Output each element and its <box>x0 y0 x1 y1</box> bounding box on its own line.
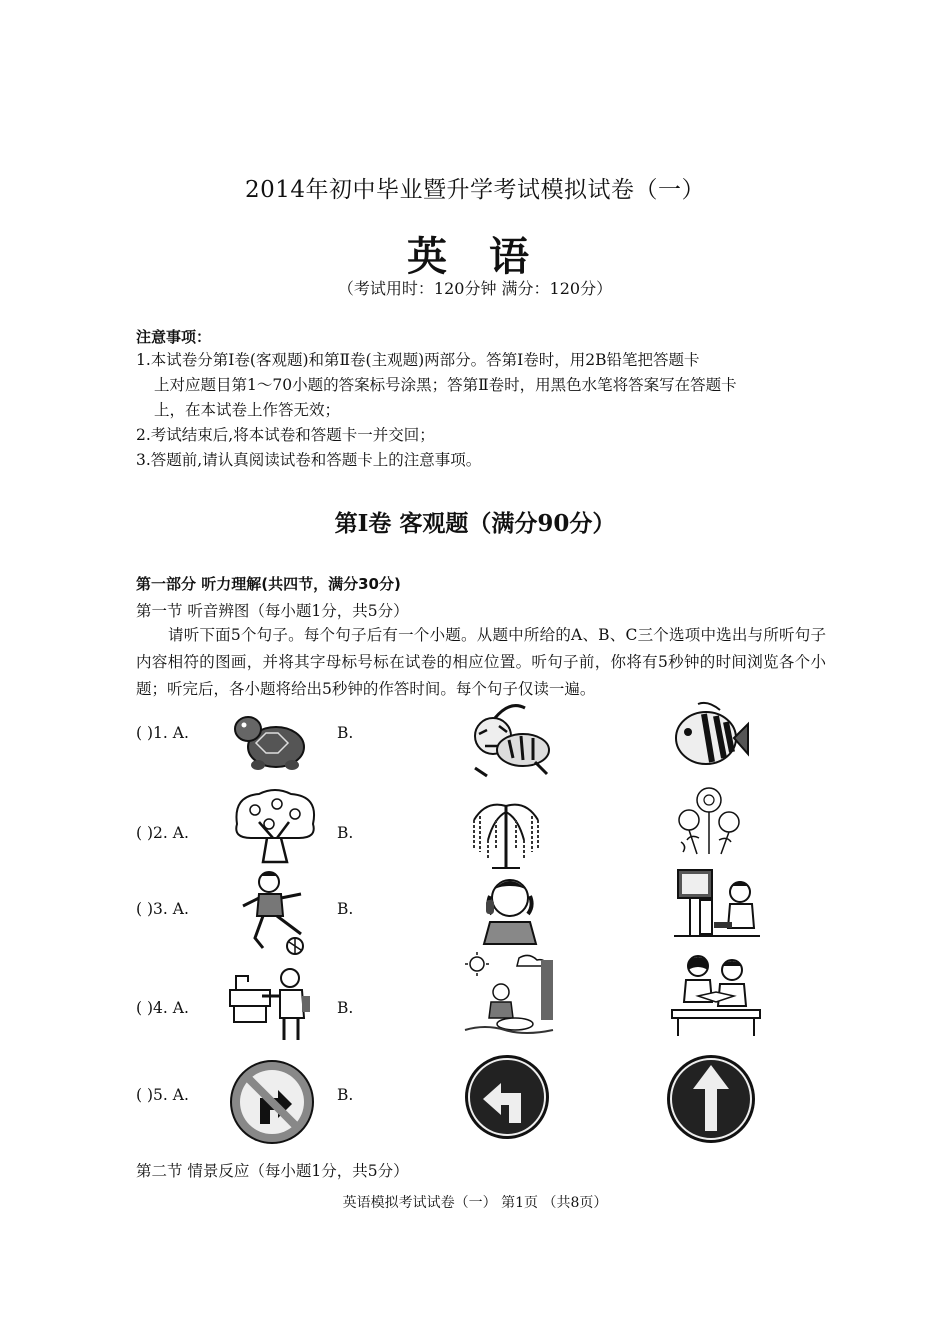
fish-icon <box>668 700 750 776</box>
notice-item-1 <box>136 348 826 423</box>
page-footer: 英语模拟考试试卷（一） 第1页 （共8页） <box>342 1195 608 1211</box>
section1-title: 第一节 听音辨图（每小题1分，共5分） <box>136 602 409 620</box>
question-number: 4. A. <box>153 999 189 1017</box>
go-straight-sign-icon <box>665 1053 757 1145</box>
boy-washing-hands-icon <box>226 966 318 1048</box>
willow-tree-icon <box>466 790 546 870</box>
tiger-icon <box>465 698 555 780</box>
answer-paren[interactable]: ( ) <box>136 1086 154 1104</box>
exam-info: （考试用时：120分钟 满分：120分） <box>337 279 613 298</box>
students-reading-icon <box>668 952 764 1038</box>
flowers-icon <box>671 782 749 856</box>
question-number: 5. A. <box>153 1086 189 1104</box>
answer-paren[interactable]: ( ) <box>136 999 154 1017</box>
option-b-label: B. <box>337 1086 354 1104</box>
section1-instructions: 请听下面5个句子。每个句子后有一个小题。从题中所给的A、B、C三个选项中选出与所听句子内容相符的图画，并将其字母标号标在试卷的相应位置。听句子前，你将有5秒钟的时间浏览各个小题；听完后，各小题将给出5秒钟的作答时间。每个句子仅读一遍。 <box>136 626 826 698</box>
subject-title: 英 语 <box>407 233 543 280</box>
notice-line-1: 1.本试卷分第Ⅰ卷(客观题)和第Ⅱ卷(主观题)两部分。答第Ⅰ卷时，用2B铅笔把答题卡 <box>136 351 700 369</box>
girl-washing-clothes-icon <box>463 952 555 1040</box>
question-number: 2. A. <box>153 824 189 842</box>
option-b-label: B. <box>337 724 354 742</box>
question-number: 3. A. <box>153 900 189 918</box>
option-b-label: B. <box>337 999 354 1017</box>
girl-on-phone-icon <box>472 870 548 946</box>
no-right-turn-sign-icon <box>228 1058 316 1146</box>
turtle-icon <box>232 703 312 773</box>
question-row-1 <box>136 724 189 742</box>
notice-item-2: 2.考试结束后,将本试卷和答题卡一并交回； <box>136 426 435 444</box>
option-b-label: B. <box>337 824 354 842</box>
question-row-2 <box>136 824 189 842</box>
turn-left-sign-icon <box>463 1053 551 1141</box>
question-number: 1. A. <box>153 724 189 742</box>
answer-paren[interactable]: ( ) <box>136 824 154 842</box>
question-row-3 <box>136 900 189 918</box>
notice-item-3: 3.答题前,请认真阅读试卷和答题卡上的注意事项。 <box>136 451 482 469</box>
answer-paren[interactable]: ( ) <box>136 900 154 918</box>
boy-using-computer-icon <box>670 866 766 946</box>
boy-playing-football-icon <box>235 868 315 958</box>
notice-heading: 注意事项： <box>136 328 212 346</box>
fruit-tree-icon <box>229 788 321 864</box>
notice-line-3: 上，在本试卷上作答无效； <box>154 401 341 419</box>
notice-line-2: 上对应题目第1～70小题的答案标号涂黑；答第Ⅱ卷时，用黑色水笔将答案写在答题卡 <box>154 376 737 394</box>
answer-paren[interactable]: ( ) <box>136 724 154 742</box>
volume-title: 第Ⅰ卷 客观题（满分90分） <box>334 510 616 537</box>
exam-title: 2014年初中毕业暨升学考试模拟试卷（一） <box>244 177 706 203</box>
part1-title: 第一部分 听力理解(共四节，满分30分) <box>136 575 401 593</box>
option-b-label: B. <box>337 900 354 918</box>
question-row-4 <box>136 999 189 1017</box>
section2-title: 第二节 情景反应（每小题1分，共5分） <box>136 1162 409 1180</box>
question-row-5 <box>136 1086 189 1104</box>
